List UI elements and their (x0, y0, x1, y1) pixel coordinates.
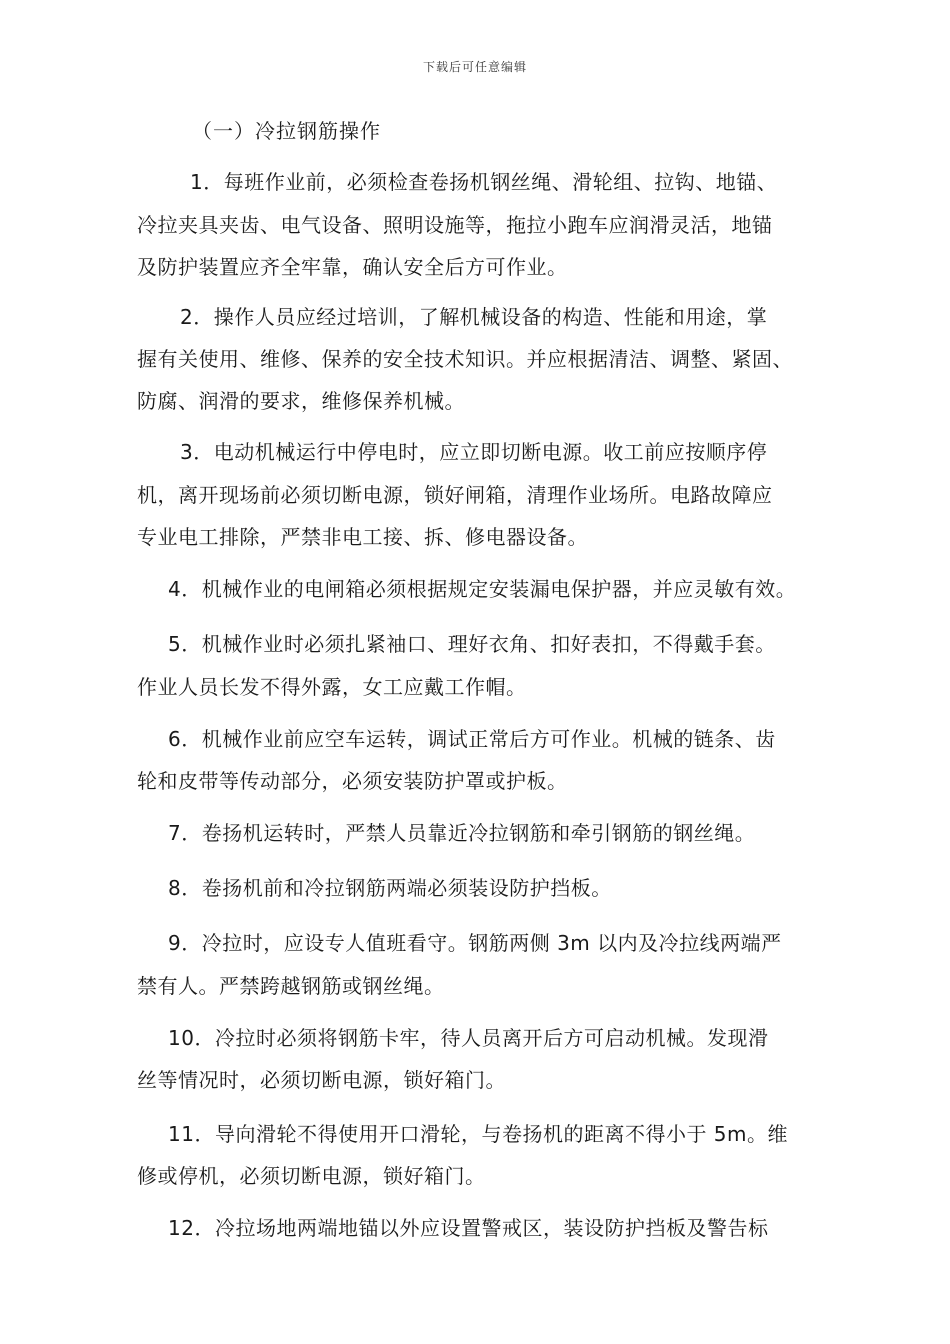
paragraph-8-line-1: 8．卷扬机前和冷拉钢筋两端必须装设防护挡板。 (168, 876, 612, 900)
paragraph-6-line-2: 轮和皮带等传动部分，必须安装防护罩或护板。 (137, 769, 568, 793)
paragraph-10-line-1: 10．冷拉时必须将钢筋卡牢，待人员离开后方可启动机械。发现滑 (168, 1026, 769, 1050)
paragraph-2-line-3: 防腐、润滑的要求，维修保养机械。 (137, 389, 465, 413)
paragraph-4-line-1: 4．机械作业的电闸箱必须根据规定安装漏电保护器，并应灵敏有效。 (168, 577, 797, 601)
paragraph-9-line-1: 9．冷拉时，应设专人值班看守。钢筋两侧 3m 以内及冷拉线两端严 (168, 931, 782, 955)
page-header: 下载后可任意编辑 (422, 60, 527, 74)
paragraph-9-line-2: 禁有人。严禁跨越钢筋或钢丝绳。 (137, 974, 445, 998)
paragraph-5-line-2: 作业人员长发不得外露，女工应戴工作帽。 (137, 675, 527, 699)
paragraph-1-line-1: 1．每班作业前，必须检查卷扬机钢丝绳、滑轮组、拉钩、地锚、 (190, 170, 778, 194)
paragraph-2-line-2: 握有关使用、维修、保养的安全技术知识。并应根据清洁、调整、紧固、 (137, 347, 793, 371)
paragraph-10-line-2: 丝等情况时，必须切断电源，锁好箱门。 (137, 1068, 506, 1092)
paragraph-3-line-1: 3．电动机械运行中停电时，应立即切断电源。收工前应按顺序停 (180, 440, 768, 464)
paragraph-3-line-2: 机，离开现场前必须切断电源，锁好闸箱，清理作业场所。电路故障应 (137, 483, 773, 507)
paragraph-1-line-2: 冷拉夹具夹齿、电气设备、照明设施等，拖拉小跑车应润滑灵活，地锚 (137, 213, 773, 237)
paragraph-3-line-3: 专业电工排除，严禁非电工接、拆、修电器设备。 (137, 525, 588, 549)
paragraph-1-line-3: 及防护装置应齐全牢靠，确认安全后方可作业。 (137, 255, 568, 279)
paragraph-6-line-1: 6．机械作业前应空车运转，调试正常后方可作业。机械的链条、齿 (168, 727, 776, 751)
paragraph-11-line-1: 11．导向滑轮不得使用开口滑轮，与卷扬机的距离不得小于 5m。维 (168, 1122, 789, 1146)
paragraph-7-line-1: 7．卷扬机运转时，严禁人员靠近冷拉钢筋和牵引钢筋的钢丝绳。 (168, 821, 756, 845)
paragraph-11-line-2: 修或停机，必须切断电源，锁好箱门。 (137, 1164, 486, 1188)
paragraph-2-line-1: 2．操作人员应经过培训，了解机械设备的构造、性能和用途，掌 (180, 305, 768, 329)
section-title: （一）冷拉钢筋操作 (192, 119, 381, 143)
paragraph-12-line-1: 12．冷拉场地两端地锚以外应设置警戒区，装设防护挡板及警告标 (168, 1216, 769, 1240)
paragraph-5-line-1: 5．机械作业时必须扎紧袖口、理好衣角、扣好表扣，不得戴手套。 (168, 632, 776, 656)
